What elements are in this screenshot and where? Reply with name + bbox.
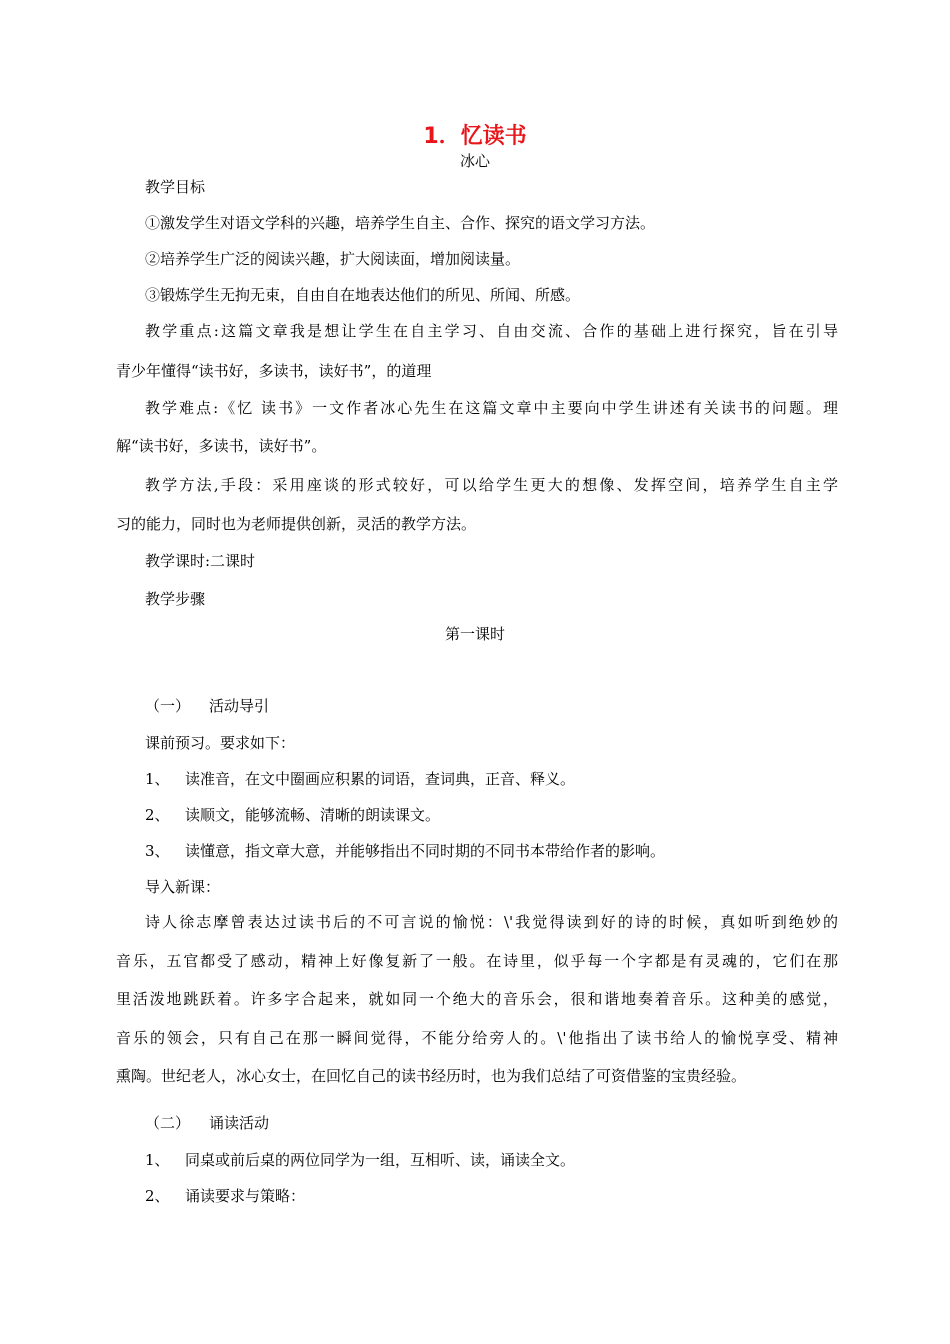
focus-text: 青少年懂得“读书好，多读书，读好书”，的道理 <box>116 362 432 380</box>
section-heading <box>145 1112 269 1134</box>
list-item <box>145 768 575 790</box>
intro-heading: 导入新课： <box>145 878 221 896</box>
list-text: 诵读要求与策略： <box>185 1187 306 1205</box>
goal-item: ①激发学生对语文学科的兴趣，培养学生自主、合作、探究的语文学习方法。 <box>145 214 656 232</box>
list-number: 1、 <box>145 770 170 788</box>
list-text: 读懂意，指文章大意，并能够指出不同时期的不同书本带给作者的影响。 <box>185 842 666 860</box>
list-text: 同桌或前后桌的两位同学为一组，互相听、读，诵读全文。 <box>185 1151 576 1169</box>
section-title: 诵读活动 <box>209 1114 270 1132</box>
lesson-heading: 第一课时 <box>444 625 505 643</box>
steps-heading: 教学步骤 <box>145 590 206 608</box>
method-text: 习的能力，同时也为老师提供创新，灵活的教学方法。 <box>116 515 477 533</box>
section-title: 活动导引 <box>209 697 270 715</box>
list-number: 3、 <box>145 842 170 860</box>
hours-text: 教学课时:二课时 <box>145 552 256 570</box>
goals-heading: 教学目标 <box>145 178 206 196</box>
list-number: 2、 <box>145 1187 170 1205</box>
list-text: 读顺文，能够流畅、清晰的朗读课文。 <box>185 806 441 824</box>
intro-text: 里活泼地跳跃着。许多字合起来，就如同一个绝大的音乐会，很和谐地奏着音乐。这种美的感觉， <box>116 990 838 1008</box>
list-item <box>145 1149 575 1171</box>
section-label: （一） <box>145 697 191 715</box>
section-heading <box>145 695 269 717</box>
list-number: 2、 <box>145 806 170 824</box>
preview-text: 课前预习。要求如下： <box>145 734 296 752</box>
list-item <box>145 804 440 826</box>
section-label: （二） <box>145 1114 191 1132</box>
intro-text: 诗人徐志摩曾表达过读书后的不可言说的愉悦：\'我觉得读到好的诗的时候，真如听到绝妙的 <box>145 913 838 931</box>
intro-text: 音乐，五官都受了感动，精神上好像复新了一般。在诗里，似乎每一个字都是有灵魂的，它们在那 <box>116 952 838 970</box>
goal-item: ②培养学生广泛的阅读兴趣，扩大阅读面，增加阅读量。 <box>145 250 521 268</box>
difficulty-text: 教学难点:《忆 读书》一文作者冰心先生在这篇文章中主要向中学生讲述有关读书的问题。理 <box>145 399 838 417</box>
method-text: 教学方法,手段：采用座谈的形式较好，可以给学生更大的想像、发挥空间，培养学生自主学 <box>145 476 838 494</box>
document-title: 1．忆读书 <box>423 124 527 149</box>
list-number: 1、 <box>145 1151 170 1169</box>
goal-item: ③锻炼学生无拘无束，自由自在地表达他们的所见、所闻、所感。 <box>145 286 581 304</box>
intro-text: 音乐的领会，只有自己在那一瞬间觉得，不能分给旁人的。\'他指出了读书给人的愉悦享受、精神 <box>116 1029 838 1047</box>
list-item <box>145 840 665 862</box>
document-author: 冰心 <box>459 152 490 170</box>
list-text: 读准音，在文中圈画应积累的词语，查词典，正音、释义。 <box>185 770 576 788</box>
difficulty-text: 解“读书好，多读书，读好书”。 <box>116 437 327 455</box>
list-item <box>145 1185 305 1207</box>
intro-text: 熏陶。世纪老人，冰心女士，在回忆自己的读书经历时，也为我们总结了可资借鉴的宝贵经验。 <box>116 1067 747 1085</box>
focus-text: 教学重点:这篇文章我是想让学生在自主学习、自由交流、合作的基础上进行探究，旨在引导 <box>145 322 838 340</box>
